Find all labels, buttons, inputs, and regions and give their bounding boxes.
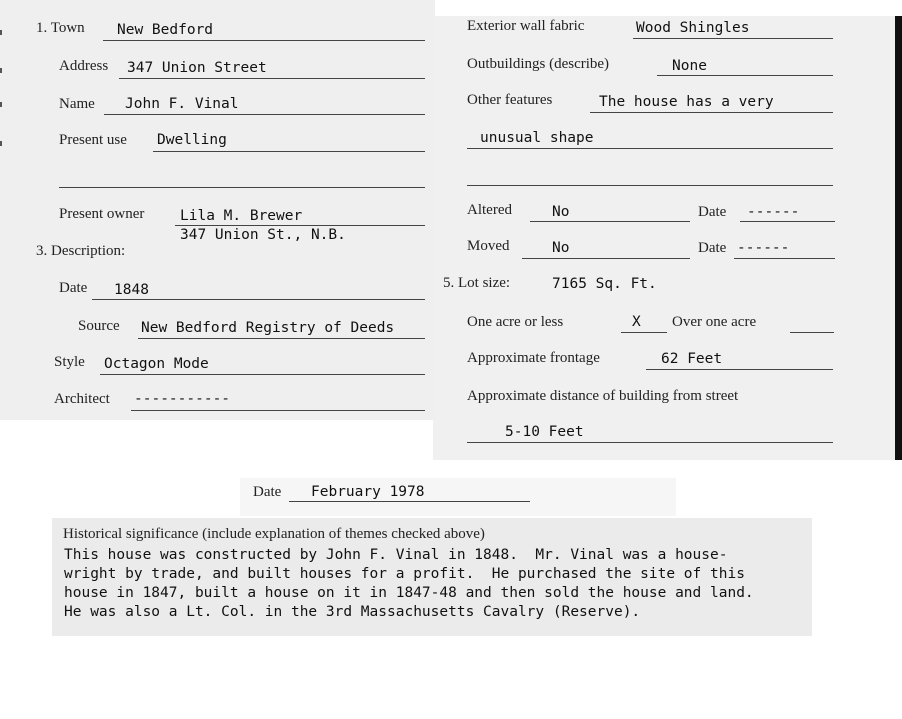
margin-tick (0, 30, 2, 35)
wall-fabric-label: Exterior wall fabric (467, 18, 585, 34)
town-value: New Bedford (117, 22, 214, 38)
other-features-value: The house has a very (599, 94, 774, 110)
style-value: Octagon Mode (104, 356, 209, 372)
address-value: 347 Union Street (127, 60, 267, 76)
source-value: New Bedford Registry of Deeds (141, 320, 395, 336)
address-label: Address (59, 58, 109, 74)
source-label: Source (78, 318, 120, 334)
one-acre-mark: X (632, 314, 641, 330)
footer-date-line (289, 501, 530, 502)
name-line (104, 114, 425, 115)
margin-tick (0, 68, 2, 73)
moved-value: No (552, 240, 570, 256)
present-use-label: Present use (59, 132, 127, 148)
architect-line (131, 410, 425, 411)
architect-value: ----------- (134, 391, 231, 407)
description-label: 3. Description: (36, 243, 126, 259)
historical-significance-line-3: house in 1847, built a house on it in 1847-48 and then sold the house and land. (64, 585, 754, 601)
date-strip (240, 478, 676, 516)
one-acre-label: One acre or less (467, 314, 564, 330)
present-owner-value: Lila M. Brewer (180, 208, 303, 224)
present-owner-label: Present owner (59, 206, 145, 222)
frontage-value: 62 Feet (661, 351, 723, 367)
town-line (103, 40, 425, 41)
moved-label: Moved (467, 238, 510, 254)
present-use-value: Dwelling (157, 132, 227, 148)
distance-value: 5-10 Feet (505, 424, 584, 440)
one-acre-line (621, 332, 667, 333)
right-edge-bar (895, 16, 902, 460)
other-features-label: Other features (467, 92, 553, 108)
other-features-value-2: unusual shape (480, 130, 594, 146)
address-line (119, 78, 425, 79)
historical-significance-line-1: This house was constructed by John F. Vinal in 1848. Mr. Vinal was a house- (64, 547, 728, 563)
altered-line (530, 221, 690, 222)
outbuildings-value: None (672, 58, 707, 74)
footer-date-value: February 1978 (311, 484, 425, 500)
style-line (100, 374, 425, 375)
architect-label: Architect (54, 391, 110, 407)
source-line (138, 338, 425, 339)
altered-date-label: Date (698, 204, 727, 220)
present-owner-line (175, 225, 425, 226)
moved-date-line (734, 258, 835, 259)
altered-label: Altered (467, 202, 512, 218)
date-line (92, 299, 425, 300)
altered-value: No (552, 204, 570, 220)
present-use-line-2 (59, 187, 425, 188)
distance-label: Approximate distance of building from street (467, 388, 739, 404)
wall-fabric-line (633, 38, 833, 39)
name-label: Name (59, 96, 95, 112)
moved-date-label: Date (698, 240, 727, 256)
margin-tick (0, 102, 2, 107)
frontage-label: Approximate frontage (467, 350, 600, 366)
other-features-line (590, 112, 833, 113)
historical-significance-line-4: He was also a Lt. Col. in the 3rd Massachusetts Cavalry (Reserve). (64, 604, 641, 620)
altered-date-line (740, 221, 835, 222)
footer-date-label: Date (253, 484, 282, 500)
lot-size-label: 5. Lot size: (443, 275, 511, 291)
style-label: Style (54, 354, 85, 370)
moved-date-value: ------ (737, 240, 790, 256)
over-one-acre-line (790, 332, 834, 333)
frontage-line (646, 369, 833, 370)
historical-significance-line-2: wright by trade, and built houses for a profit. He purchased the site of this (64, 566, 745, 582)
margin-tick (0, 141, 2, 146)
lot-size-value: 7165 Sq. Ft. (552, 276, 657, 292)
over-one-acre-label: Over one acre (672, 314, 757, 330)
moved-line (522, 258, 690, 259)
wall-fabric-value: Wood Shingles (636, 20, 750, 36)
date-value: 1848 (114, 282, 149, 298)
date-label: Date (59, 280, 88, 296)
historical-significance-title: Historical significance (include explanation of themes checked above) (63, 526, 485, 542)
outbuildings-label: Outbuildings (describe) (467, 56, 610, 72)
present-use-line (153, 151, 425, 152)
present-owner-address: 347 Union St., N.B. (180, 227, 346, 243)
altered-date-value: ------ (747, 204, 800, 220)
town-label: 1. Town (36, 20, 85, 36)
outbuildings-line (657, 75, 833, 76)
distance-line (467, 442, 833, 443)
other-features-line-3 (467, 185, 833, 186)
name-value: John F. Vinal (125, 96, 239, 112)
other-features-line-2 (467, 148, 833, 149)
